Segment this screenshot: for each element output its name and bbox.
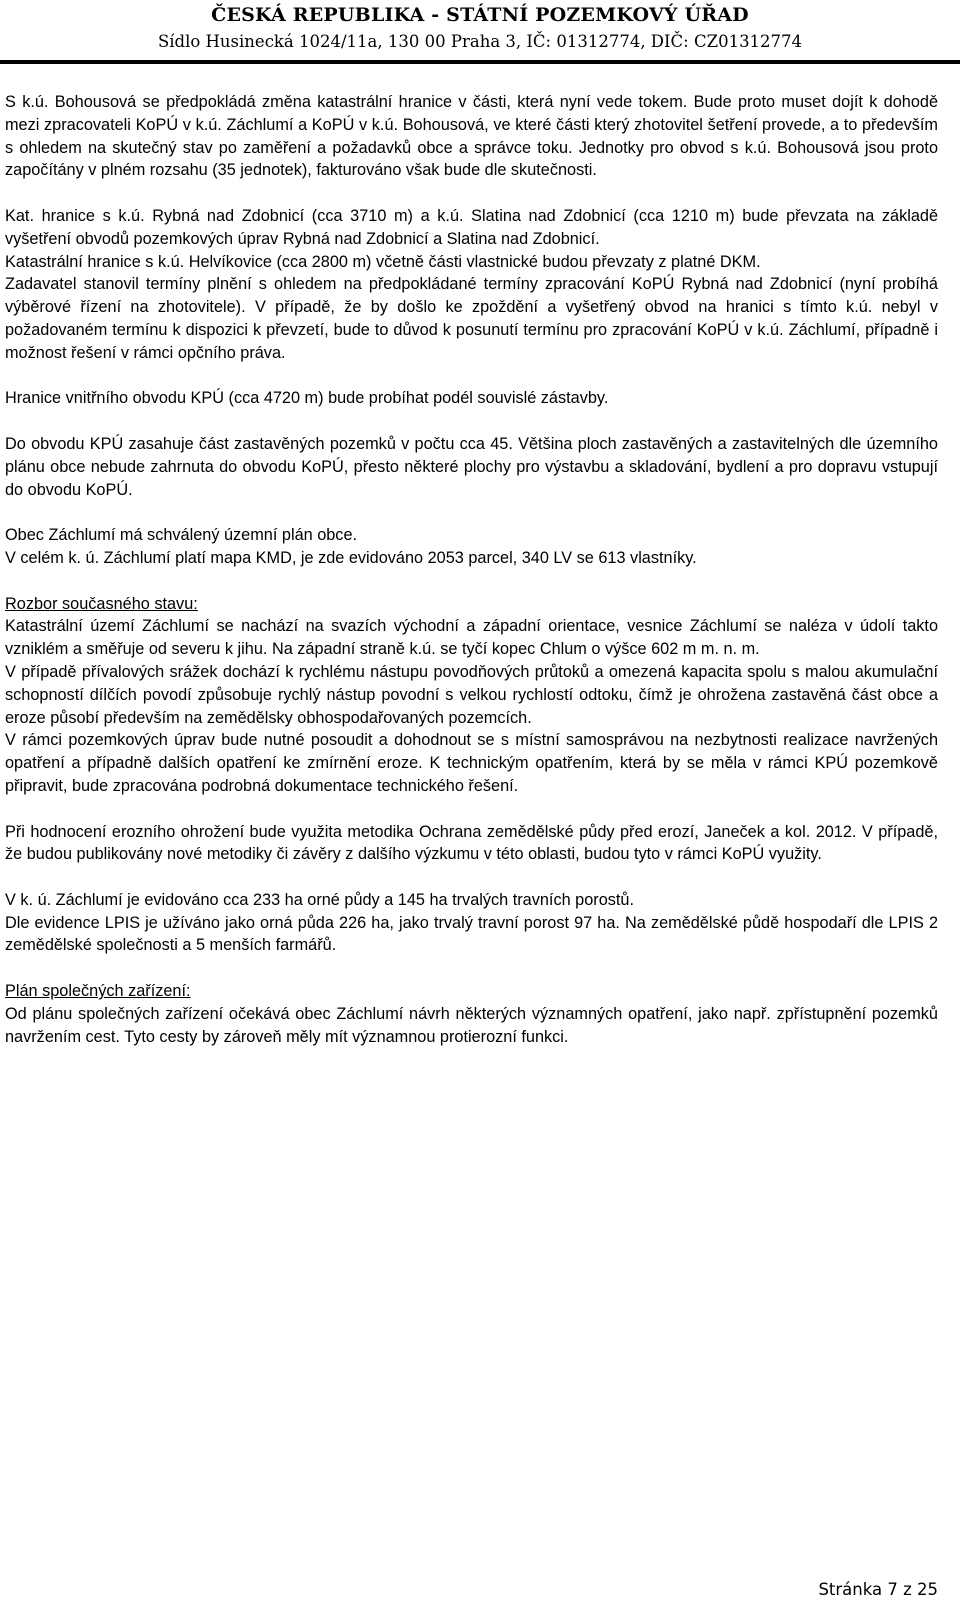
- paragraph: V případě přívalových srážek dochází k rychlému nástupu povodňových průtoků a omezená kapacita spolu s malou akumulační schopností dílčích povodí způsobuje rychlý nástup povodní s velkou rychlostí odtoku, čímž je ohrožena zastavěná část obce a eroze působí především na zemědělsky obhospodařovaných pozemcích.: [5, 662, 938, 727]
- paragraph: Od plánu společných zařízení očekává obec Záchlumí návrh některých významných opatření, jako např. zpřístupnění pozemků navržením cest. Tyto cesty by zároveň měly mít významnou protierozní funkci.: [5, 1004, 938, 1046]
- paragraph: V rámci pozemkových úprav bude nutné posoudit a dohodnout se s místní samosprávou na nezbytnosti realizace navržených opatření a případně dalších opatření ke zmírnění eroze. K technickým opatřením, která by se měla v rámci KPÚ pozemkově připravit, bude zpracována podrobná dokumentace technického řešení.: [5, 731, 938, 795]
- page-number: Stránka 7 z 25: [818, 1580, 938, 1599]
- paragraph: S k.ú. Bohousová se předpokládá změna katastrální hranice v části, která nyní vede tokem. Bude proto muset dojít k dohodě mezi zpracovateli KoPÚ v k.ú. Záchlumí a KoPÚ v k.ú. Bohousová, ve které části který zhotovitel šetření provede, a to především s ohledem na skutečný stav po zaměření a požadavků obce a správce toku. Jednotky pro obvod s k.ú. Bohousová jsou proto započítány v plném rozsahu (35 jednotek), fakturováno však bude dle skutečnosti.: [5, 93, 938, 180]
- paragraph: Při hodnocení erozního ohrožení bude využita metodika Ochrana zemědělské půdy před erozí, Janeček a kol. 2012. V případě, že budou publikovány nové metodiky či závěry z dalšího výzkumu v této oblasti, budou tyto v rámci KoPÚ využity.: [5, 822, 938, 864]
- spacer: [5, 501, 938, 524]
- paragraph: V celém k. ú. Záchlumí platí mapa KMD, je zde evidováno 2053 parcel, 340 LV se 613 vlastníky.: [5, 548, 697, 567]
- spacer: [5, 570, 938, 593]
- paragraph: Do obvodu KPÚ zasahuje část zastavěných pozemků v počtu cca 45. Většina ploch zastavěných a zastavitelných dle územního plánu obce nebude zahrnuta do obvodu KoPÚ, přesto některé plochy pro výstavbu a skladování, bydlení a pro dopravu vstupují do obvodu KoPÚ.: [5, 434, 938, 499]
- paragraph: Dle evidence LPIS je užíváno jako orná půda 226 ha, jako trvalý travní porost 97 ha. Na zemědělské půdě hospodaří dle LPIS 2 zemědělské společnosti a 5 menších farmářů.: [5, 913, 938, 955]
- spacer: [5, 410, 938, 433]
- spacer: [5, 798, 938, 821]
- document-body: [5, 91, 938, 1048]
- paragraph: Obec Záchlumí má schválený územní plán obce.: [5, 526, 358, 545]
- paragraph: Hranice vnitřního obvodu KPÚ (cca 4720 m) bude probíhat podél souvislé zástavby.: [5, 389, 609, 408]
- spacer: [5, 866, 938, 889]
- section-heading: Rozbor současného stavu:: [5, 594, 198, 613]
- paragraph: Zadavatel stanovil termíny plnění s ohledem na předpokládané termíny zpracování KoPÚ Rybná nad Zdobnicí (nyní probíhá výběrové řízení na zhotovitele). V případě, že by došlo ke zpoždění a vyšetřený obvod na hranici s tímto k.ú. nebyl v požadovaném termínu k dispozici k převzetí, bude to důvod k posunutí termínu pro zpracování KoPÚ v k.ú. Záchlumí, případně i možnost řešení v rámci opčního práva.: [5, 275, 938, 362]
- header-rule: [0, 60, 960, 64]
- paragraph: Katastrální hranice s k.ú. Helvíkovice (cca 2800 m) včetně části vlastnické budou převzaty z platné DKM.: [5, 252, 761, 271]
- header-address: Sídlo Husinecká 1024/11a, 130 00 Praha 3, IČ: 01312774, DIČ: CZ01312774: [157, 32, 803, 51]
- section-heading: Plán společných zařízení:: [5, 982, 191, 1001]
- paragraph: Katastrální území Záchlumí se nachází na svazích východní a západní orientace, vesnice Záchlumí se naléza v údolí takto vzniklém a směřuje od severu k jihu. Na západní straně k.ú. se tyčí kopec Chlum o výšce 602 m m. n. m.: [5, 617, 938, 659]
- header-title: ČESKÁ REPUBLIKA - STÁTNÍ POZEMKOVÝ ÚŘAD: [211, 4, 749, 26]
- spacer: [5, 365, 938, 388]
- paragraph: V k. ú. Záchlumí je evidováno cca 233 ha orné půdy a 145 ha trvalých travních porostů.: [5, 890, 634, 909]
- spacer: [5, 182, 938, 205]
- spacer: [5, 957, 938, 980]
- paragraph: Kat. hranice s k.ú. Rybná nad Zdobnicí (cca 3710 m) a k.ú. Slatina nad Zdobnicí (cca 1210 m) bude převzata na základě vyšetření obvodů pozemkových úprav Rybná nad Zdobnicí a Slatina nad Zdobnicí.: [5, 206, 938, 248]
